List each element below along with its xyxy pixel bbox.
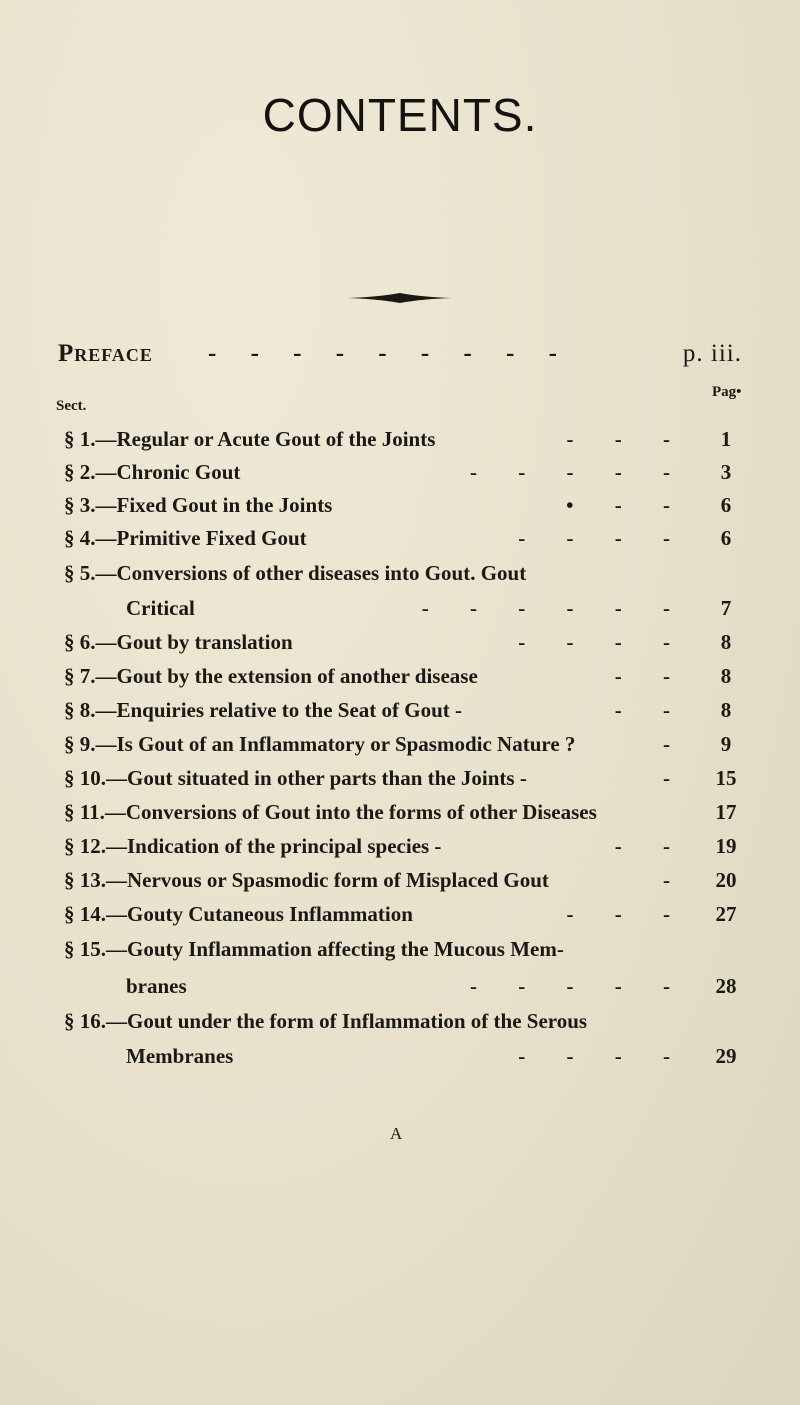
entry-leader: - - - <box>566 902 688 926</box>
entry-title: Membranes <box>126 1044 234 1068</box>
contents-entry <box>0 456 800 488</box>
entry-page-number: 17 <box>715 800 737 824</box>
preface-leader: - - - - - - - - - <box>208 340 571 367</box>
contents-entry <box>0 660 800 692</box>
entry-title: § 3.—Fixed Gout in the Joints <box>64 493 333 517</box>
entry-title: § 15.—Gouty Inflammation affecting the Mucous Mem- <box>64 937 564 961</box>
entry-title: § 4.—Primitive Fixed Gout <box>64 526 307 550</box>
contents-entry <box>0 423 800 455</box>
entry-title: branes <box>126 974 187 998</box>
entry-page-number: 8 <box>720 630 732 654</box>
entry-title: § 13.—Nervous or Spasmodic form of Misplaced Gout <box>64 868 549 892</box>
contents-entry <box>0 898 800 930</box>
preface-page: p. iii. <box>682 340 742 367</box>
contents-entry <box>0 933 800 965</box>
entry-page-number: 28 <box>715 974 737 998</box>
preface-label: Preface <box>58 340 153 367</box>
entry-leader: - - <box>614 664 688 688</box>
entry-page-number: 7 <box>720 596 732 620</box>
entry-leader: - <box>663 868 688 892</box>
page-title: CONTENTS. <box>262 89 538 141</box>
entry-leader: - - - - - <box>470 974 688 998</box>
entry-page-number: 15 <box>715 766 737 790</box>
page-column-header: Pag• <box>712 384 742 400</box>
entry-page-number: 19 <box>715 834 737 858</box>
entry-leader: - - - <box>566 427 688 451</box>
entry-title: § 8.—Enquiries relative to the Seat of Gout - <box>64 698 462 722</box>
entry-leader: - <box>663 766 688 790</box>
entry-leader: - - <box>614 698 688 722</box>
entry-title: § 16.—Gout under the form of Inflammation of the Serous <box>64 1009 588 1033</box>
entry-page-number: 3 <box>720 460 732 484</box>
entry-leader: - <box>663 732 688 756</box>
contents-entry <box>0 626 800 658</box>
entry-title: § 10.—Gout situated in other parts than the Joints - <box>64 766 527 790</box>
entry-page-number: 6 <box>720 526 732 550</box>
contents-entry <box>0 728 800 760</box>
entry-title: § 9.—Is Gout of an Inflammatory or Spasmodic Nature ? <box>64 732 576 756</box>
contents-entry <box>0 694 800 726</box>
entry-title: § 7.—Gout by the extension of another disease <box>64 664 478 688</box>
contents-entry <box>0 864 800 896</box>
entry-page-number: 20 <box>715 868 737 892</box>
entry-page-number: 29 <box>715 1044 737 1068</box>
contents-entry <box>0 489 800 521</box>
section-column-header: Sect. <box>56 398 87 414</box>
entry-leader: - - - - <box>518 630 688 654</box>
contents-entry <box>0 1005 800 1037</box>
entry-title: § 5.—Conversions of other diseases into Gout. Gout <box>64 561 527 585</box>
entry-title: Critical <box>126 596 195 620</box>
entry-leader: - - - - <box>518 526 688 550</box>
entry-title: § 1.—Regular or Acute Gout of the Joints <box>64 427 436 451</box>
contents-entry <box>0 592 800 624</box>
entry-page-number: 8 <box>720 698 732 722</box>
entry-page-number: 27 <box>715 902 737 926</box>
entry-page-number: 1 <box>720 427 732 451</box>
entry-title: § 14.—Gouty Cutaneous Inflammation <box>64 902 413 926</box>
contents-entry <box>0 522 800 554</box>
entry-title: § 2.—Chronic Gout <box>64 460 241 484</box>
contents-entry <box>0 1040 800 1072</box>
entry-page-number: 8 <box>720 664 732 688</box>
contents-entry <box>0 762 800 794</box>
entry-leader: - - - - <box>518 1044 688 1068</box>
preface-row <box>58 340 748 380</box>
ornament-rule-icon <box>348 291 452 305</box>
entry-leader: - - - - - <box>470 460 688 484</box>
entry-leader: - - <box>614 834 688 858</box>
entry-title: § 11.—Conversions of Gout into the forms of other Diseases <box>64 800 597 824</box>
entry-page-number: 6 <box>720 493 732 517</box>
entry-leader: • - - <box>566 493 688 517</box>
entry-page-number: 9 <box>720 732 732 756</box>
entry-title: § 6.—Gout by translation <box>64 630 293 654</box>
entry-title: § 12.—Indication of the principal species - <box>64 834 442 858</box>
signature-mark: A <box>390 1124 403 1143</box>
contents-entry <box>0 796 800 828</box>
contents-entry <box>0 557 800 589</box>
contents-entry <box>0 830 800 862</box>
contents-entry <box>0 970 800 1002</box>
entry-leader: - - - - - - <box>421 596 688 620</box>
